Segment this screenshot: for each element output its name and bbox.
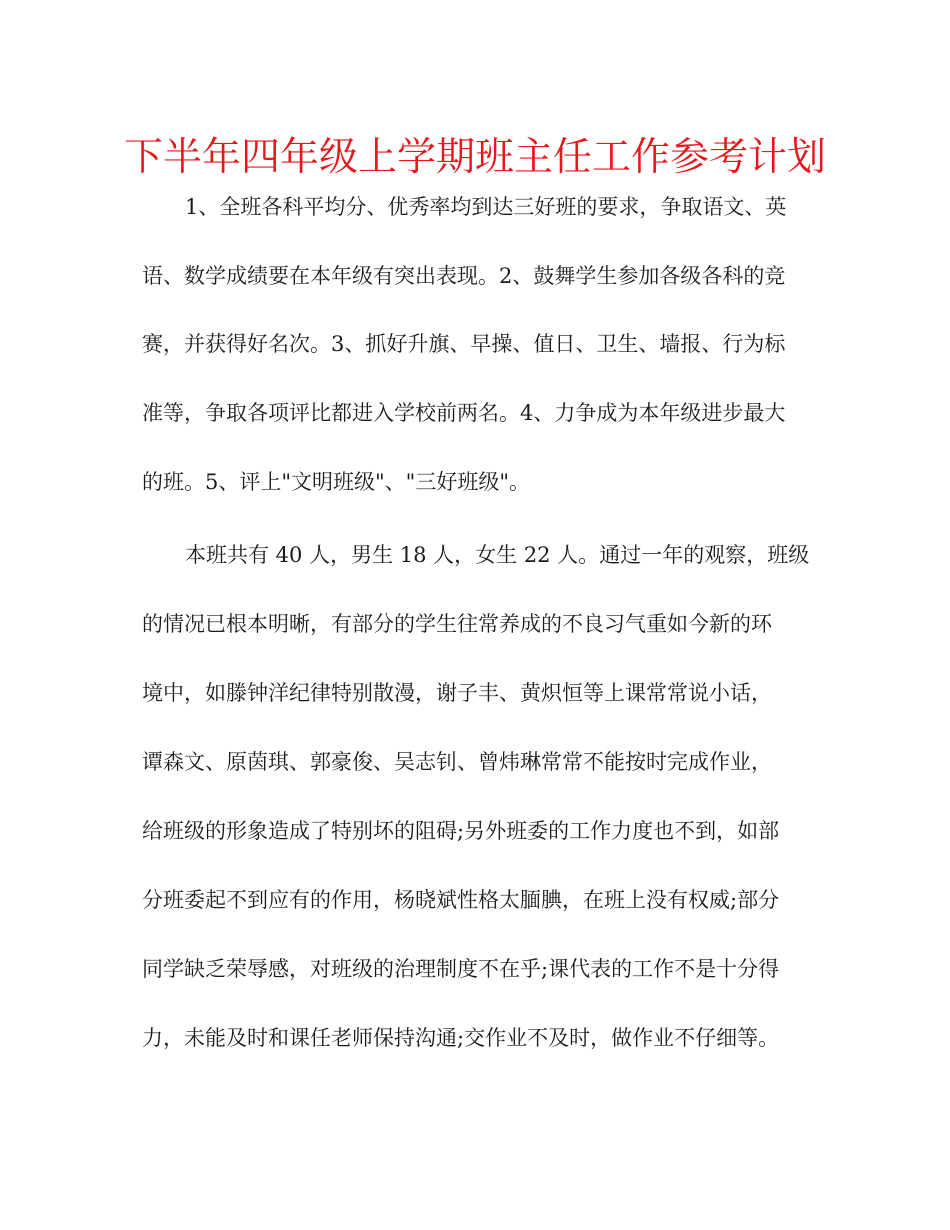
paragraph-2-line-7: 同学缺乏荣辱感，对班级的治理制度不在乎;课代表的工作不是十分得 [142, 957, 780, 981]
paragraph-2-line-5: 给班级的形象造成了特别坏的阻碍;另外班委的工作力度也不到，如部 [142, 819, 780, 843]
paragraph-2-line-4: 谭森文、原茵琪、郭豪俊、吴志钊、曾炜琳常常不能按时完成作业， [142, 750, 772, 774]
paragraph-2-line-1: 本班共有 40 人，男生 18 人，女生 22 人。通过一年的观察，班级 [185, 543, 810, 567]
paragraph-1-line-4: 准等，争取各项评比都进入学校前两名。4、力争成为本年级进步最大 [142, 401, 786, 425]
paragraph-1-line-3: 赛，并获得好名次。3、抓好升旗、早操、值日、卫生、墙报、行为标 [142, 332, 786, 356]
paragraph-1-line-1: 1、全班各科平均分、优秀率均到达三好班的要求，争取语文、英 [185, 195, 787, 219]
paragraph-2-line-6: 分班委起不到应有的作用，杨晓斌性格太腼腆，在班上没有权威;部分 [142, 888, 780, 912]
paragraph-1-line-2: 语、数学成绩要在本年级有突出表现。2、鼓舞学生参加各级各科的竞 [142, 264, 786, 288]
paragraph-1-line-5: 的班。5、评上"文明班级"、"三好班级"。 [142, 470, 530, 494]
paragraph-2-line-8: 力，未能及时和课任老师保持沟通;交作业不及时，做作业不仔细等。 [142, 1026, 780, 1050]
paragraph-2-line-3: 境中，如滕钟洋纪律特别散漫，谢子丰、黄炽恒等上课常常说小话， [142, 681, 772, 705]
document-title: 下半年四年级上学期班主任工作参考计划 [123, 135, 826, 180]
paragraph-2-line-2: 的情况已根本明晰，有部分的学生往常养成的不良习气重如今新的环 [142, 612, 772, 636]
